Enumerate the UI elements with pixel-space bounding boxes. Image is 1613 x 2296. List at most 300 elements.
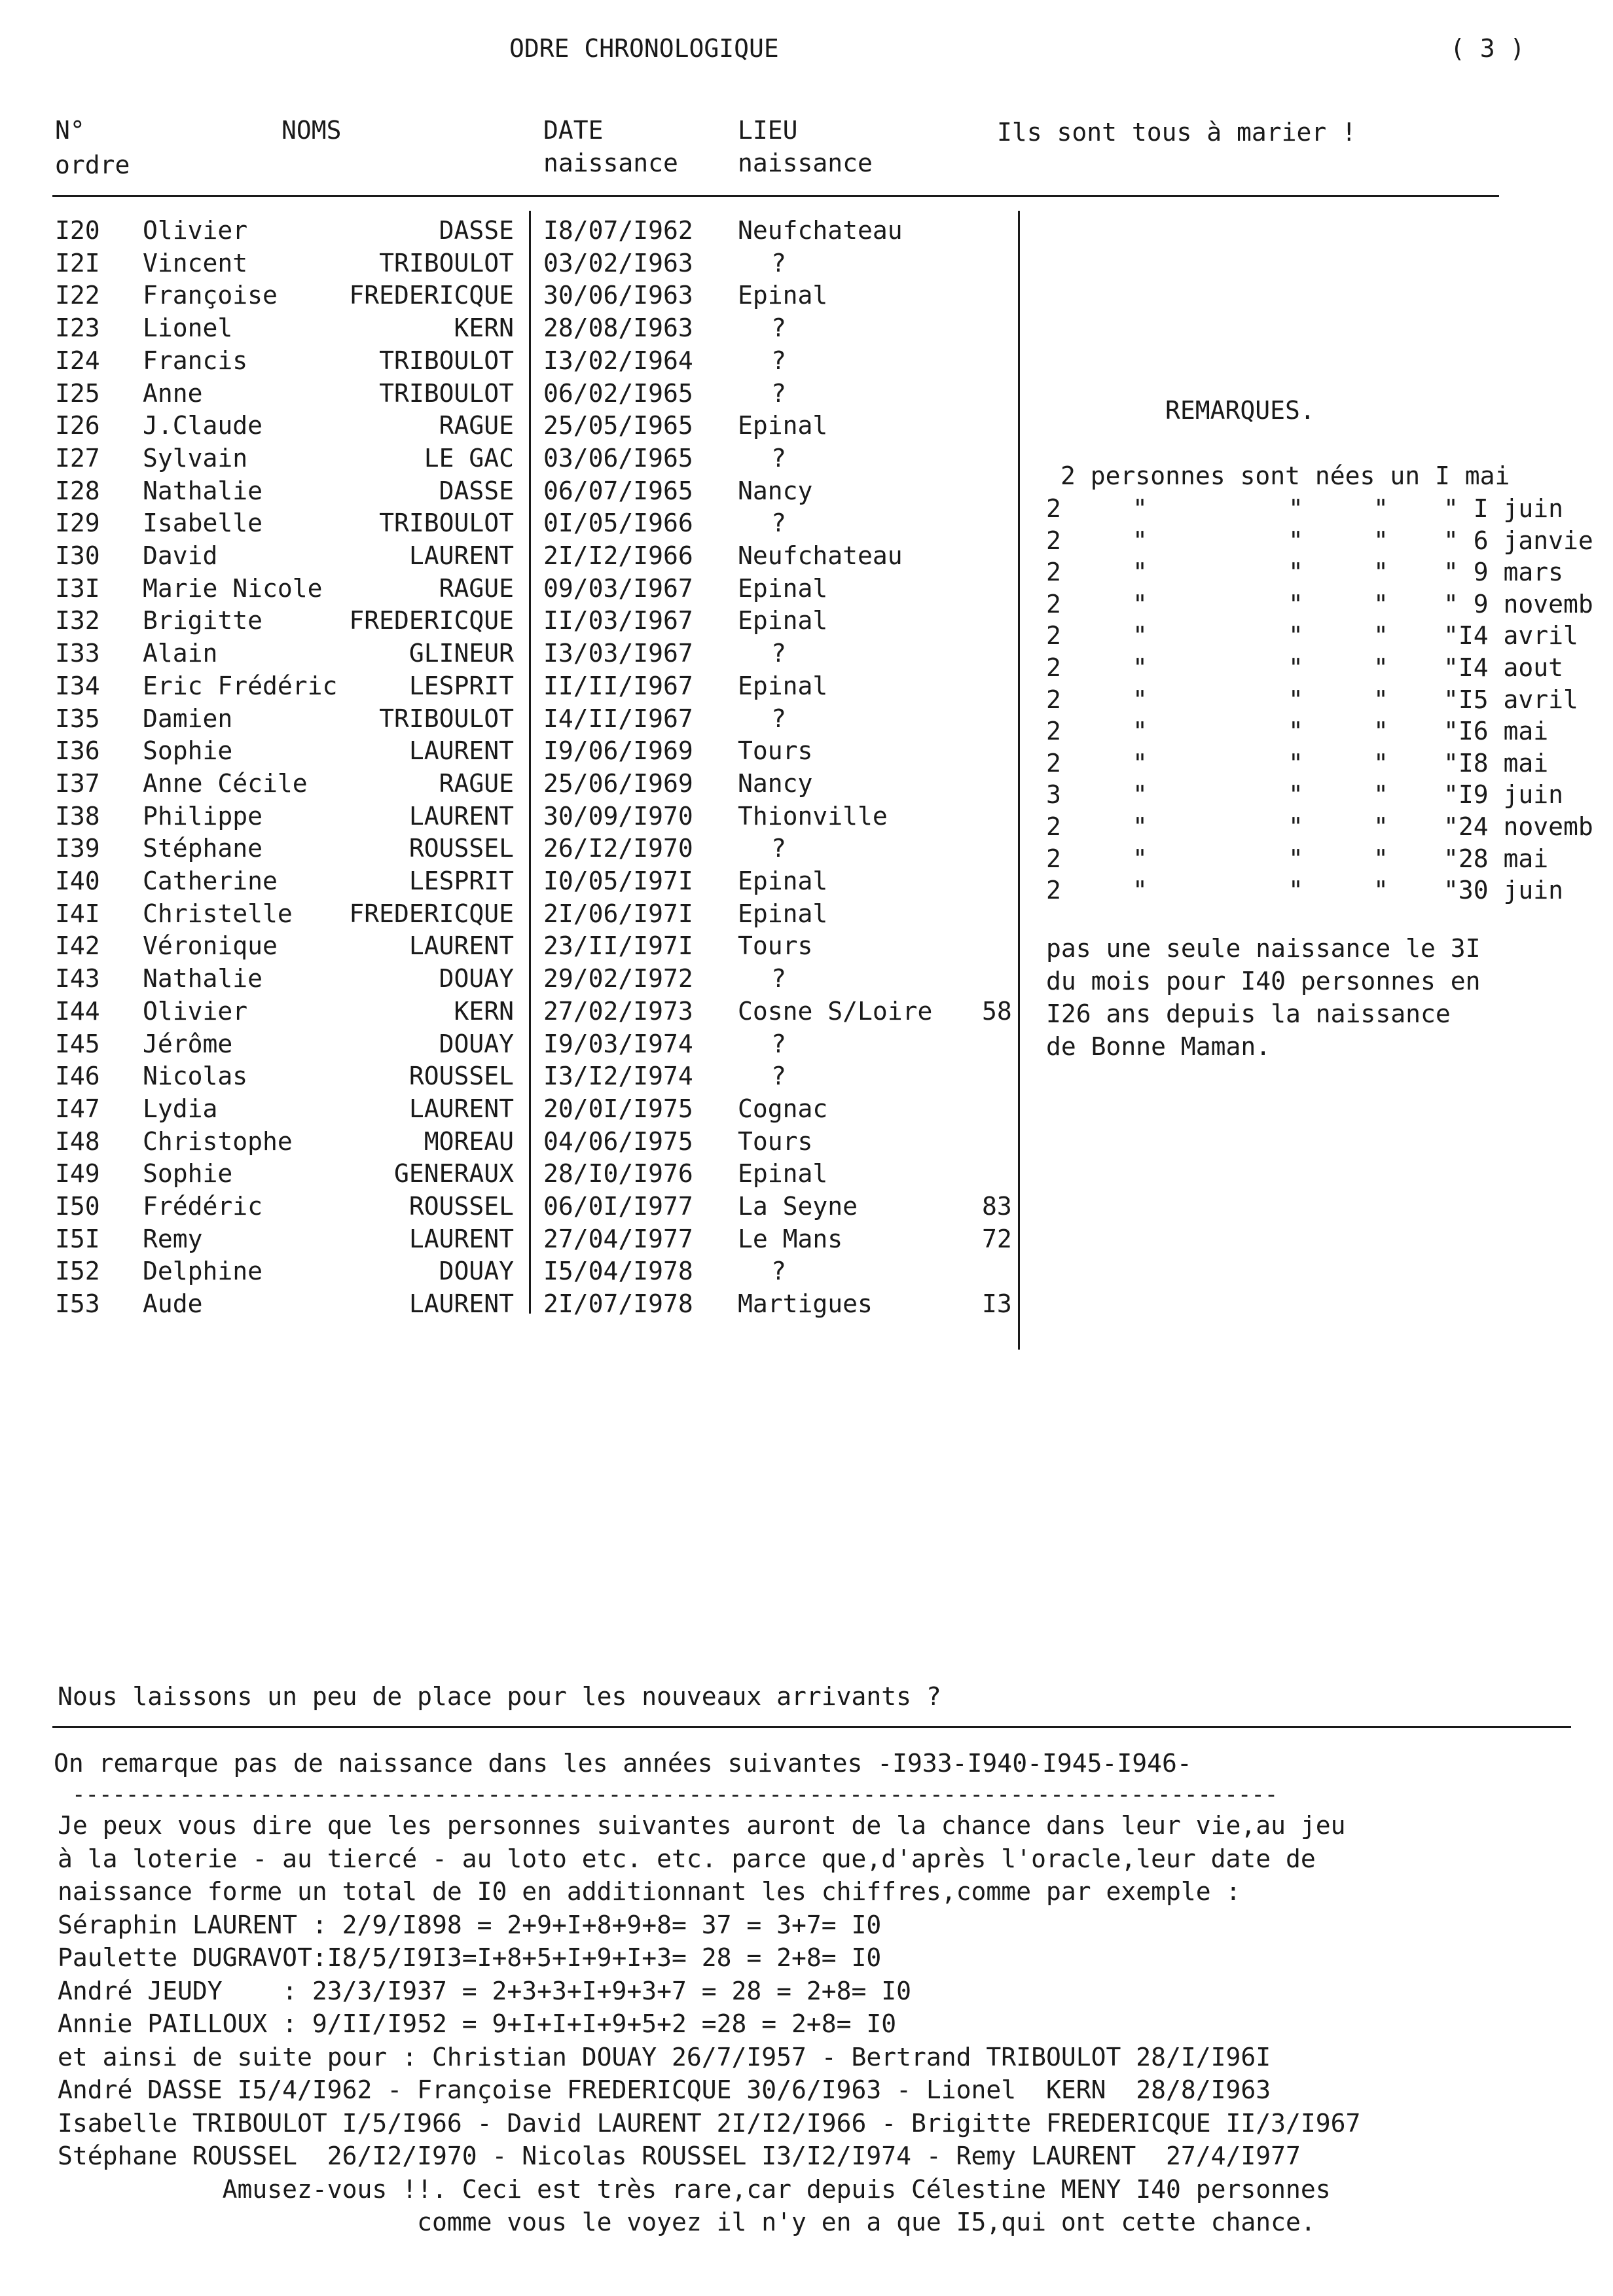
- no-birth-note: On remarque pas de naissance dans les années suivantes -I933-I940-I945-I946-: [54, 1749, 1192, 1778]
- first-name: Isabelle: [143, 509, 263, 538]
- footer-line: Séraphin LAURENT : 2/9/I898 = 2+9+I+8+9+8= 37 = 3+7= I0: [58, 1910, 882, 1939]
- table-row: [0, 312, 1047, 344]
- remark-count: 2: [1046, 558, 1061, 587]
- birth-date: 29/02/I972: [543, 964, 693, 994]
- birth-date: I0/05/I97I: [543, 867, 693, 895]
- first-name: Vincent: [143, 248, 248, 278]
- ditto-mark: ": [1133, 558, 1148, 587]
- birth-place: Cognac: [738, 1094, 828, 1123]
- first-name: Alain: [143, 639, 218, 668]
- ditto-mark: ": [1288, 494, 1303, 523]
- table-row: [0, 573, 1047, 605]
- last-name: DOUAY: [439, 1029, 514, 1058]
- remark-count: 2: [1046, 812, 1061, 841]
- last-name: LAURENT: [408, 931, 514, 961]
- row-number: I38: [55, 801, 100, 831]
- ditto-mark: ": [1373, 812, 1388, 841]
- remark-note-line: pas une seule naissance le 3I: [1046, 934, 1481, 963]
- birth-date: 0I/05/I966: [543, 509, 693, 538]
- birth-date: I4/II/I967: [543, 704, 693, 733]
- col-header-place: LIEU: [738, 116, 798, 145]
- remark-count: 3: [1046, 780, 1061, 810]
- table-row: [0, 345, 1047, 377]
- birth-place: ?: [771, 378, 786, 408]
- footer-line: comme vous le voyez il n'y en a que I5,qui ont cette chance.: [58, 2208, 1316, 2236]
- first-name: Philippe: [143, 801, 263, 831]
- last-name: LAURENT: [408, 1224, 514, 1253]
- table-row: [0, 507, 1047, 539]
- row-number: I4I: [55, 899, 100, 928]
- birth-place: ?: [771, 248, 786, 278]
- birth-date: 30/06/I963: [543, 281, 693, 310]
- birth-date: 09/03/I967: [543, 573, 693, 603]
- last-name: DASSE: [439, 476, 514, 505]
- row-number: I46: [55, 1062, 100, 1091]
- row-number: I27: [55, 443, 100, 473]
- page-title: ODRE CHRONOLOGIQUE: [509, 34, 779, 63]
- last-name: GLINEUR: [408, 639, 514, 668]
- remark-day: "30 juin: [1443, 876, 1564, 905]
- row-number: I32: [55, 606, 100, 636]
- first-name: Delphine: [143, 1257, 263, 1286]
- birth-date: I8/07/I962: [543, 216, 693, 245]
- ditto-mark: ": [1133, 717, 1148, 746]
- table-row: [0, 1158, 1047, 1190]
- remark-day: " 9 mars: [1443, 558, 1564, 587]
- col-header-place-sub: naissance: [738, 149, 873, 177]
- table-row: [0, 1223, 1047, 1255]
- row-number: I35: [55, 704, 100, 733]
- ditto-mark: ": [1373, 494, 1388, 523]
- last-name: TRIBOULOT: [379, 346, 514, 375]
- table-row: [0, 410, 1047, 442]
- birth-place: Thionville: [738, 801, 888, 831]
- last-name: MOREAU: [424, 1126, 514, 1156]
- birth-place: ?: [771, 639, 786, 668]
- birth-place: ?: [771, 1029, 786, 1058]
- table-row: [0, 800, 1047, 833]
- table-row: [0, 1255, 1047, 1287]
- birth-place: Epinal: [738, 281, 828, 310]
- last-name: TRIBOULOT: [379, 509, 514, 538]
- ditto-mark: ": [1373, 653, 1388, 682]
- row-number: I20: [55, 216, 100, 245]
- last-name: ROUSSEL: [408, 1062, 514, 1091]
- remark-note-line: de Bonne Maman.: [1046, 1032, 1271, 1061]
- row-number: I28: [55, 476, 100, 505]
- table-row: [0, 865, 1047, 897]
- row-number: I40: [55, 867, 100, 895]
- birth-date: I3/02/I964: [543, 346, 693, 375]
- row-number: I2I: [55, 248, 100, 278]
- table-row: [0, 996, 1047, 1028]
- last-name: DASSE: [439, 216, 514, 245]
- header-rule: [52, 195, 1499, 197]
- col-header-names: NOMS: [281, 116, 342, 145]
- row-number: I23: [55, 314, 100, 343]
- last-name: LAURENT: [408, 541, 514, 570]
- remark-count: 2: [1046, 748, 1061, 778]
- first-name: Marie Nicole: [143, 573, 323, 603]
- last-name: LAURENT: [408, 1094, 514, 1123]
- table-row: [0, 1093, 1047, 1125]
- row-number: I26: [55, 411, 100, 440]
- footer-line: Isabelle TRIBOULOT I/5/I966 - David LAURENT 2I/I2/I966 - Brigitte FREDERICQUE II/3/I967: [58, 2108, 1361, 2138]
- footer-line: Stéphane ROUSSEL 26/I2/I970 - Nicolas ROUSSEL I3/I2/I974 - Remy LAURENT 27/4/I977: [58, 2142, 1301, 2170]
- remark-note-line: du mois pour I40 personnes en: [1046, 967, 1481, 996]
- table-row: [0, 768, 1047, 800]
- ditto-mark: ": [1133, 653, 1148, 682]
- ditto-mark: ": [1288, 621, 1303, 651]
- col-header-date: DATE: [543, 116, 604, 145]
- birth-place: Tours: [738, 931, 813, 961]
- birth-place: Epinal: [738, 1159, 828, 1189]
- last-name: DOUAY: [439, 1257, 514, 1286]
- ditto-mark: ": [1288, 748, 1303, 778]
- row-number: I22: [55, 281, 100, 310]
- ditto-mark: ": [1288, 558, 1303, 587]
- remark-note-line: I26 ans depuis la naissance: [1046, 999, 1451, 1028]
- birth-place: Le Mans: [738, 1224, 843, 1253]
- footer-line: Paulette DUGRAVOT:I8/5/I9I3=I+8+5+I+9+I+3= 28 = 2+8= I0: [58, 1943, 882, 1972]
- ditto-mark: ": [1373, 748, 1388, 778]
- birth-date: 26/I2/I970: [543, 834, 693, 863]
- footer-line: Je peux vous dire que les personnes suivantes auront de la chance dans leur vie,au jeu: [58, 1811, 1346, 1840]
- last-name: TRIBOULOT: [379, 248, 514, 278]
- birth-place: ?: [771, 346, 786, 375]
- last-name: GENERAUX: [393, 1159, 514, 1189]
- ditto-mark: ": [1288, 844, 1303, 873]
- remark-day: " 6 janvie: [1443, 526, 1593, 555]
- birth-date: 27/02/I973: [543, 996, 693, 1026]
- birth-place: ?: [771, 509, 786, 538]
- first-name: Eric Frédéric: [143, 671, 338, 700]
- first-name: Nathalie: [143, 476, 263, 505]
- row-number: I29: [55, 509, 100, 538]
- table-row: [0, 1060, 1047, 1092]
- last-name: LAURENT: [408, 736, 514, 766]
- birth-place: Epinal: [738, 606, 828, 636]
- footer-line: Amusez-vous !!. Ceci est très rare,car depuis Célestine MENY I40 personnes: [58, 2174, 1331, 2204]
- table-row: [0, 279, 1047, 312]
- row-number: I34: [55, 671, 100, 700]
- birth-place: Cosne S/Loire: [738, 996, 933, 1026]
- ditto-mark: ": [1373, 717, 1388, 746]
- department: 72: [982, 1224, 1012, 1253]
- place-note: Nous laissons un peu de place pour les nouveaux arrivants ?: [58, 1682, 941, 1711]
- ditto-mark: ": [1288, 812, 1303, 841]
- birth-place: ?: [771, 704, 786, 733]
- last-name: RAGUE: [439, 411, 514, 440]
- table-row: [0, 540, 1047, 572]
- birth-place: Neufchateau: [738, 541, 903, 570]
- first-name: Véronique: [143, 931, 278, 961]
- remark-count: 2: [1046, 717, 1061, 746]
- remark-count: 2: [1046, 685, 1061, 714]
- row-number: I47: [55, 1094, 100, 1123]
- birth-date: 27/04/I977: [543, 1224, 693, 1253]
- footer-line: André JEUDY : 23/3/I937 = 2+3+3+I+9+3+7 = 28 = 2+8= I0: [58, 1976, 912, 2005]
- ditto-mark: ": [1373, 558, 1388, 587]
- remarks-divider: [1018, 211, 1020, 1350]
- last-name: LAURENT: [408, 801, 514, 831]
- table-row: [0, 1028, 1047, 1060]
- table-row: [0, 670, 1047, 702]
- table-row: [0, 378, 1047, 410]
- row-number: I53: [55, 1289, 100, 1319]
- row-number: I3I: [55, 573, 100, 603]
- table-row: [0, 898, 1047, 930]
- first-name: Anne Cécile: [143, 768, 308, 798]
- first-name: Christelle: [143, 899, 293, 928]
- row-number: I50: [55, 1192, 100, 1221]
- ditto-mark: ": [1373, 685, 1388, 714]
- birth-date: 06/02/I965: [543, 378, 693, 408]
- first-name: Damien: [143, 704, 233, 733]
- remark-count: 2: [1046, 589, 1061, 619]
- remark-count: 2: [1046, 621, 1061, 651]
- footer-line: Annie PAILLOUX : 9/II/I952 = 9+I+I+I+9+5+2 =28 = 2+8= I0: [58, 2009, 897, 2038]
- ditto-mark: ": [1288, 589, 1303, 619]
- first-name: Lionel: [143, 314, 233, 343]
- row-number: I24: [55, 346, 100, 375]
- col-header-date-sub: naissance: [543, 149, 678, 177]
- header-note: Ils sont tous à marier !: [997, 118, 1357, 147]
- ditto-mark: ": [1133, 621, 1148, 651]
- row-number: I52: [55, 1257, 100, 1286]
- ditto-mark: ": [1133, 526, 1148, 555]
- ditto-mark: ": [1373, 780, 1388, 810]
- ditto-mark: ": [1133, 685, 1148, 714]
- table-row: [0, 247, 1047, 279]
- separator-dashes: ------------------------------------------------------------------------------------------: [72, 1782, 1278, 1808]
- birth-date: 28/08/I963: [543, 314, 693, 343]
- first-name: Catherine: [143, 867, 278, 895]
- ditto-mark: ": [1288, 685, 1303, 714]
- birth-place: Neufchateau: [738, 216, 903, 245]
- ditto-mark: ": [1133, 876, 1148, 905]
- remark-day: "I8 mai: [1443, 748, 1549, 778]
- first-name: Nicolas: [143, 1062, 248, 1091]
- birth-date: 06/07/I965: [543, 476, 693, 505]
- birth-place: ?: [771, 964, 786, 994]
- first-name: David: [143, 541, 218, 570]
- birth-place: ?: [771, 314, 786, 343]
- remark-day: "I5 avril: [1443, 685, 1578, 714]
- department: I3: [982, 1289, 1012, 1319]
- table-row: [0, 442, 1047, 475]
- footer-line: naissance forme un total de I0 en additionnant les chiffres,comme par exemple :: [58, 1877, 1241, 1906]
- row-number: I42: [55, 931, 100, 961]
- birth-place: Epinal: [738, 573, 828, 603]
- table-row: [0, 963, 1047, 995]
- row-number: I25: [55, 378, 100, 408]
- birth-date: 20/0I/I975: [543, 1094, 693, 1123]
- row-number: I49: [55, 1159, 100, 1189]
- first-name: Francis: [143, 346, 248, 375]
- last-name: KERN: [454, 996, 514, 1026]
- row-number: I33: [55, 639, 100, 668]
- table-row: [0, 930, 1047, 962]
- last-name: FREDERICQUE: [349, 606, 514, 636]
- first-name: Olivier: [143, 996, 248, 1026]
- first-name: Anne: [143, 378, 203, 408]
- first-name: Christophe: [143, 1126, 293, 1156]
- department: 58: [982, 996, 1012, 1026]
- ditto-mark: ": [1133, 748, 1148, 778]
- birth-date: 30/09/I970: [543, 801, 693, 831]
- birth-date: I3/I2/I974: [543, 1062, 693, 1091]
- last-name: TRIBOULOT: [379, 378, 514, 408]
- birth-place: Epinal: [738, 899, 828, 928]
- remark-count: 2: [1046, 494, 1061, 523]
- first-name: Frédéric: [143, 1192, 263, 1221]
- first-name: Stéphane: [143, 834, 263, 863]
- birth-date: 2I/06/I97I: [543, 899, 693, 928]
- remark-day: " I juin: [1443, 494, 1564, 523]
- birth-date: I9/06/I969: [543, 736, 693, 766]
- footer-line: et ainsi de suite pour : Christian DOUAY 26/7/I957 - Bertrand TRIBOULOT 28/I/I96I: [58, 2042, 1271, 2072]
- ditto-mark: ": [1288, 653, 1303, 682]
- birth-date: 2I/I2/I966: [543, 541, 693, 570]
- birth-date: 25/06/I969: [543, 768, 693, 798]
- remark-count: 2: [1046, 844, 1061, 873]
- ditto-mark: ": [1133, 812, 1148, 841]
- remark-count: 2: [1046, 876, 1061, 905]
- page-number: ( 3 ): [1450, 34, 1525, 63]
- table-row: [0, 1288, 1047, 1320]
- footer-rule: [52, 1726, 1571, 1728]
- birth-date: I5/04/I978: [543, 1257, 693, 1286]
- table-row: [0, 215, 1047, 247]
- remarks-title: REMARQUES.: [1165, 396, 1315, 425]
- last-name: FREDERICQUE: [349, 281, 514, 310]
- row-number: I36: [55, 736, 100, 766]
- remark-day: "I9 juin: [1443, 780, 1564, 810]
- ditto-mark: ": [1373, 526, 1388, 555]
- table-row: [0, 605, 1047, 637]
- remark-count: 2: [1046, 526, 1061, 555]
- remark-count: 2: [1046, 653, 1061, 682]
- birth-place: Tours: [738, 1126, 813, 1156]
- ditto-mark: ": [1288, 526, 1303, 555]
- table-row: [0, 1126, 1047, 1158]
- ditto-mark: ": [1373, 621, 1388, 651]
- first-name: Olivier: [143, 216, 248, 245]
- birth-place: La Seyne: [738, 1192, 858, 1221]
- remarks-first-line: 2 personnes sont nées un I mai: [1060, 461, 1510, 490]
- last-name: LESPRIT: [408, 867, 514, 895]
- row-number: I48: [55, 1126, 100, 1156]
- birth-date: II/03/I967: [543, 606, 693, 636]
- footer-line: à la loterie - au tiercé - au loto etc. etc. parce que,d'après l'oracle,leur date de: [58, 1844, 1316, 1873]
- table-row: [0, 833, 1047, 865]
- col-header-no: N°: [55, 116, 85, 145]
- birth-place: Epinal: [738, 671, 828, 700]
- remark-day: "28 mai: [1443, 844, 1549, 873]
- birth-place: Nancy: [738, 768, 813, 798]
- birth-place: ?: [771, 443, 786, 473]
- last-name: DOUAY: [439, 964, 514, 994]
- ditto-mark: ": [1133, 589, 1148, 619]
- footer-line: André DASSE I5/4/I962 - Françoise FREDERICQUE 30/6/I963 - Lionel KERN 28/8/I963: [58, 2075, 1271, 2104]
- first-name: Jérôme: [143, 1029, 233, 1058]
- birth-date: 04/06/I975: [543, 1126, 693, 1156]
- row-number: I5I: [55, 1224, 100, 1253]
- birth-date: 25/05/I965: [543, 411, 693, 440]
- ditto-mark: ": [1288, 780, 1303, 810]
- birth-date: 28/I0/I976: [543, 1159, 693, 1189]
- row-number: I37: [55, 768, 100, 798]
- birth-place: Martigues: [738, 1289, 873, 1319]
- birth-place: Tours: [738, 736, 813, 766]
- ditto-mark: ": [1373, 589, 1388, 619]
- birth-date: 2I/07/I978: [543, 1289, 693, 1319]
- first-name: Nathalie: [143, 964, 263, 994]
- last-name: LE GAC: [424, 443, 514, 473]
- col-header-no-sub: ordre: [55, 151, 130, 179]
- ditto-mark: ": [1133, 494, 1148, 523]
- birth-place: ?: [771, 1257, 786, 1286]
- first-name: Remy: [143, 1224, 203, 1253]
- date-column-divider: [529, 211, 531, 1314]
- first-name: Françoise: [143, 281, 278, 310]
- first-name: Sophie: [143, 736, 233, 766]
- birth-place: ?: [771, 1062, 786, 1091]
- birth-place: ?: [771, 834, 786, 863]
- row-number: I39: [55, 834, 100, 863]
- ditto-mark: ": [1373, 876, 1388, 905]
- remark-day: "I4 avril: [1443, 621, 1578, 651]
- first-name: Sylvain: [143, 443, 248, 473]
- row-number: I30: [55, 541, 100, 570]
- first-name: J.Claude: [143, 411, 263, 440]
- last-name: TRIBOULOT: [379, 704, 514, 733]
- ditto-mark: ": [1288, 717, 1303, 746]
- last-name: LESPRIT: [408, 671, 514, 700]
- birth-place: Epinal: [738, 867, 828, 895]
- department: 83: [982, 1192, 1012, 1221]
- ditto-mark: ": [1133, 844, 1148, 873]
- birth-place: Epinal: [738, 411, 828, 440]
- birth-date: I9/03/I974: [543, 1029, 693, 1058]
- birth-date: I3/03/I967: [543, 639, 693, 668]
- birth-date: 03/06/I965: [543, 443, 693, 473]
- ditto-mark: ": [1288, 876, 1303, 905]
- remark-day: "24 novemb: [1443, 812, 1593, 841]
- last-name: ROUSSEL: [408, 1192, 514, 1221]
- table-row: [0, 735, 1047, 767]
- ditto-mark: ": [1373, 844, 1388, 873]
- birth-place: Nancy: [738, 476, 813, 505]
- table-row: [0, 475, 1047, 507]
- ditto-mark: ": [1133, 780, 1148, 810]
- last-name: RAGUE: [439, 768, 514, 798]
- table-row: [0, 703, 1047, 735]
- last-name: LAURENT: [408, 1289, 514, 1319]
- row-number: I43: [55, 964, 100, 994]
- first-name: Aude: [143, 1289, 203, 1319]
- remark-day: "I4 aout: [1443, 653, 1564, 682]
- last-name: KERN: [454, 314, 514, 343]
- first-name: Sophie: [143, 1159, 233, 1189]
- last-name: RAGUE: [439, 573, 514, 603]
- birth-date: II/II/I967: [543, 671, 693, 700]
- first-name: Brigitte: [143, 606, 263, 636]
- table-row: [0, 1191, 1047, 1223]
- table-row: [0, 637, 1047, 670]
- birth-date: 23/II/I97I: [543, 931, 693, 961]
